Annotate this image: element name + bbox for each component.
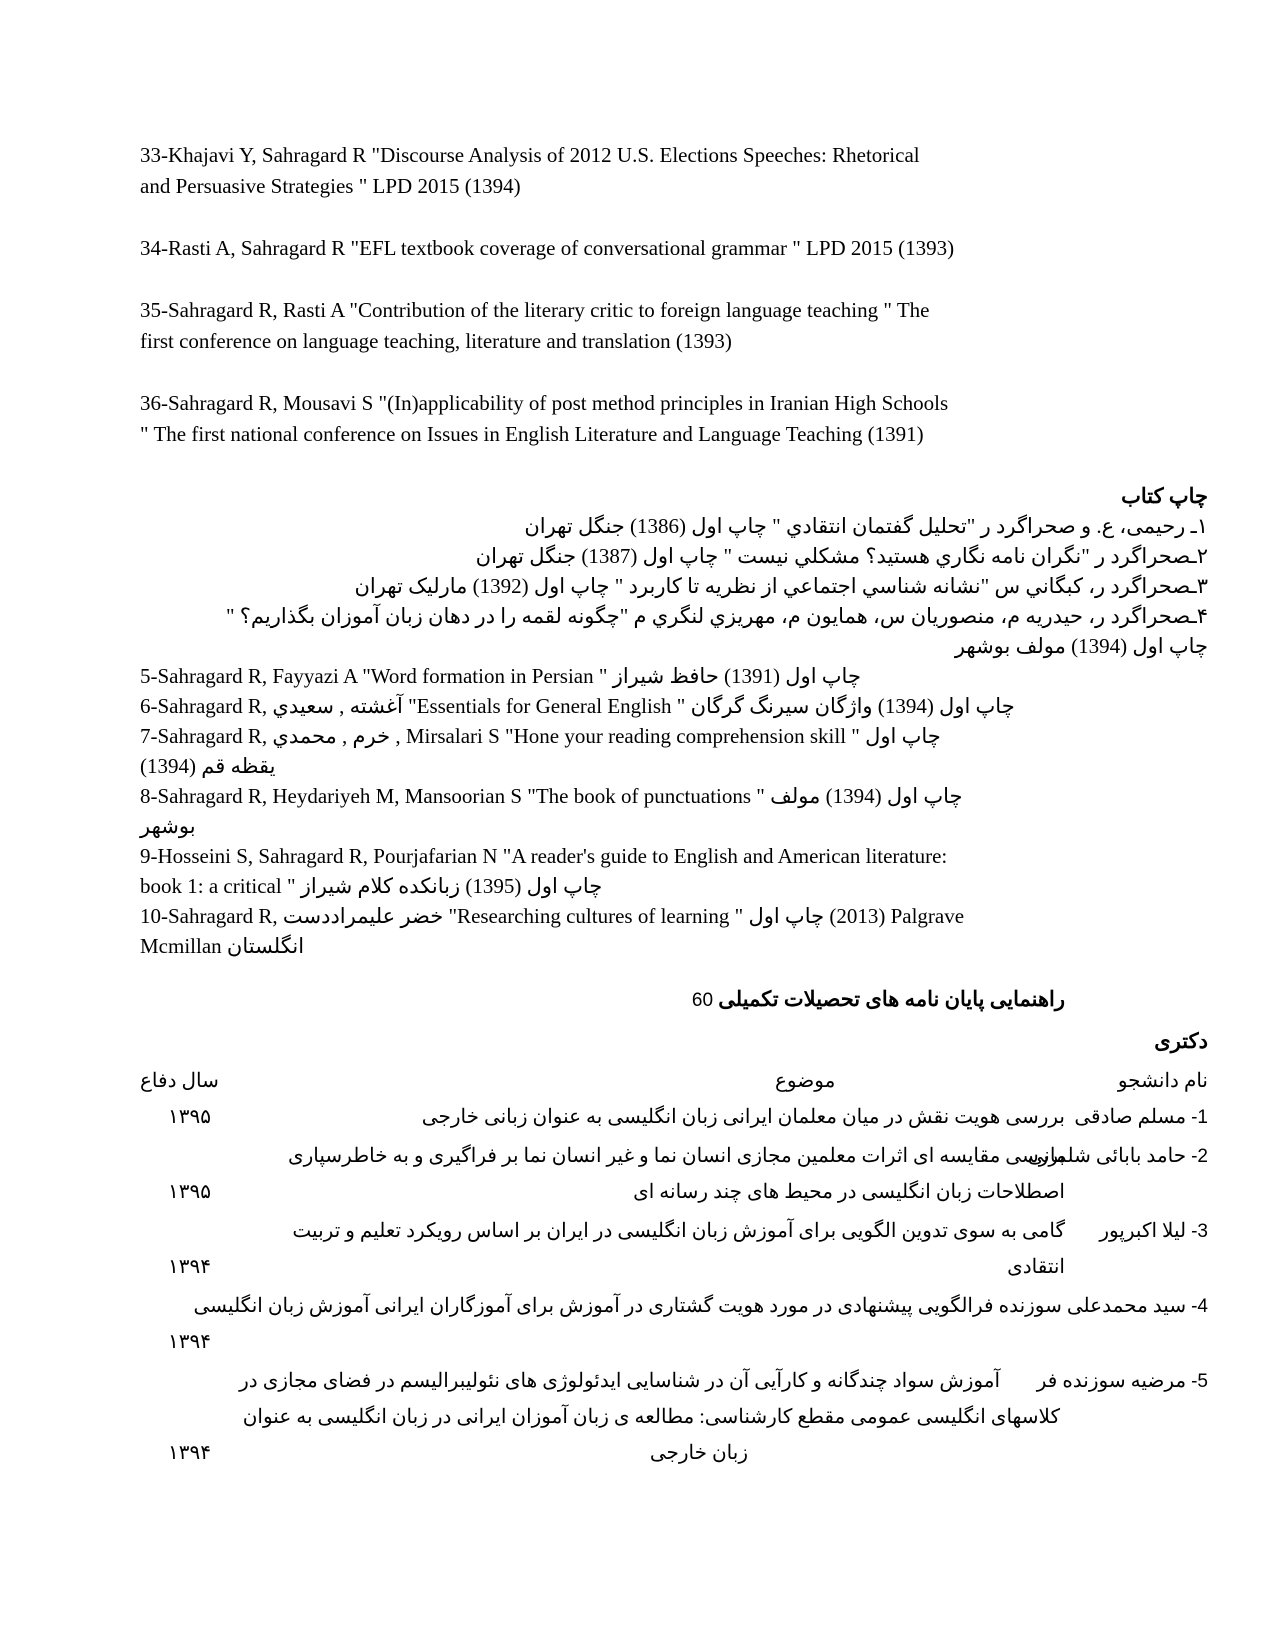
thesis-student-name <box>1037 1363 1208 1400</box>
thesis-row-number: 3- <box>1191 1221 1208 1242</box>
book-entry-line: (1394) یقظه قم <box>140 754 276 778</box>
thesis-row-line <box>140 1099 1208 1135</box>
publication-line: 36-Sahragard R, Mousavi S "(In)applicability of post method principles in Iranian High Schools <box>140 391 949 415</box>
thesis-year: ۱۳۹۵ <box>168 1106 211 1128</box>
thesis-row-number: 4- <box>1191 1296 1208 1317</box>
column-header-subject: موضوع <box>775 1070 836 1092</box>
publication-line: 33-Khajavi Y, Sahragard R "Discourse Analysis of 2012 U.S. Elections Speeches: Rhetorical <box>140 143 920 167</box>
thesis-student-name <box>1099 1213 1208 1250</box>
thesis-row-number: 1- <box>1191 1107 1208 1128</box>
book-entry-line: 6-Sahragard R, آغشته , سعيدي "Essentials for General English " چاپ اول (1394) واژگان سیرنگ گرگان <box>140 694 1015 718</box>
thesis-row-line <box>140 1363 1208 1399</box>
book-section-title: چاپ کتاب <box>1121 484 1208 508</box>
thesis-year: ۱۳۹۴ <box>168 1256 211 1278</box>
book-entry-line: 8-Sahragard R, Heydariyeh M, Mansoorian S "The book of punctuations " چاپ اول (1394) مولف <box>140 784 963 808</box>
thesis-row-line <box>140 1399 1208 1435</box>
book-entry-line: 10-Sahragard R, خضر علیمراددست "Researching cultures of learning " چاپ اول ‎(2013) Palgrave <box>140 904 965 928</box>
thesis-row-line <box>140 1249 1208 1285</box>
thesis-student-name-text: لیلا اکبرپور <box>1099 1220 1187 1242</box>
thesis-year: ۱۳۹۴ <box>168 1331 211 1353</box>
english-publications-section <box>140 140 1208 450</box>
book-entry-line: ۱ـ رحیمی، ع. و صحراگرد ر "تحلیل گفتمان انتقادي " چاپ اول (1386) جنگل تهران <box>524 514 1208 538</box>
book-entry-line: بوشهر <box>140 814 196 838</box>
thesis-row-line <box>140 1174 1208 1210</box>
thesis-subject: انتقادی <box>1007 1256 1065 1278</box>
thesis-row-line <box>140 1138 1208 1174</box>
thesis-subject: کلاسهای انگلیسی عمومی مقطع کارشناسی: مطالعه ی زبان آموزان ایرانی در زبان انگلیسی به عنوان <box>242 1406 1060 1428</box>
thesis-row-number: 5- <box>1191 1371 1208 1392</box>
book-entry-line: ۳ـصحراگرد ر، کبگاني س "نشانه شناسي اجتماعي از نظریه تا کاربرد " چاپ اول (1392) مارلیک تهران <box>354 574 1208 598</box>
theses-title-count: 60 <box>691 990 714 1011</box>
thesis-subject: زبان خارجی <box>649 1442 748 1464</box>
thesis-row-line <box>140 1435 1208 1471</box>
thesis-row-line <box>140 1213 1208 1249</box>
publication-line: 34-Rasti A, Sahragard R "EFL textbook coverage of conversational grammar " LPD 2015 (1393) <box>140 236 955 260</box>
thesis-subject: آموزش سواد چندگانه و کارآیی آن در شناسایی ایدئولوژی های نئولیبرالیسم در فضای مجازی در <box>239 1370 1000 1392</box>
phd-subheader: دکتری <box>1154 1029 1208 1053</box>
book-entry-line: Mcmillan انگلستان <box>140 934 305 958</box>
theses-title-text: راهنمایی پایان نامه های تحصیلات تکمیلی <box>718 987 1065 1011</box>
column-header-defense-year: سال دفاع <box>140 1070 219 1092</box>
book-entry-line: 5-Sahragard R, Fayyazi A "Word formation in Persian " چاپ اول (1391) حافظ شیراز <box>140 664 861 688</box>
book-entry-line: book 1: a critical " چاپ اول (1395) زبانکده کلام شیراز <box>140 874 603 898</box>
publication-entry-33 <box>140 140 1208 202</box>
thesis-student-name <box>1074 1099 1208 1136</box>
thesis-row-5 <box>140 1363 1208 1471</box>
thesis-student-name <box>1028 1138 1208 1175</box>
thesis-year: ۱۳۹۴ <box>168 1442 211 1464</box>
thesis-name-and-subject <box>194 1288 1208 1325</box>
thesis-subject: بررسی مقایسه ای اثرات معلمین مجازی انسان نما و غیر انسان نما بر فراگیری و به خاطرسپاری <box>287 1145 1065 1167</box>
theses-section <box>140 981 1208 1471</box>
book-entry-line: 9-Hosseini S, Sahragard R, Pourjafarian N "A reader's guide to English and American literature: <box>140 844 948 868</box>
thesis-row-4 <box>140 1288 1208 1360</box>
thesis-student-name-text: حامد بابائی شلمانی <box>1027 1145 1187 1167</box>
thesis-table-header-row <box>140 1063 1208 1099</box>
thesis-subject: گامی به سوی تدوین الگویی برای آموزش زبان انگلیسی در ایران بر اساس رویکرد تعلیم و تربیت <box>292 1220 1065 1242</box>
thesis-subject: اصطلاحات زبان انگلیسی در محیط های چند رسانه ای <box>633 1181 1065 1203</box>
thesis-subject: بررسی هویت نقش در میان معلمان ایرانی زبان انگلیسی به عنوان زبانی خارجی <box>421 1106 1065 1128</box>
book-entry-line: ۴ـصحراگرد ر، حیدریه م، منصوریان س، همایون م، مهریزي لنگري م "چگونه لقمه را در دهان زبان آموزان بگذاریم؟ " <box>225 604 1208 628</box>
thesis-row-1 <box>140 1099 1208 1135</box>
theses-section-title <box>140 981 1065 1017</box>
book-entry-line: 7-Sahragard R, خرم , محمدي , Mirsalari S "Hone your reading comprehension skill " چاپ اول <box>140 724 941 748</box>
thesis-row-3 <box>140 1213 1208 1285</box>
thesis-year: ۱۳۹۵ <box>168 1181 211 1203</box>
thesis-row-2 <box>140 1138 1208 1210</box>
book-publications-section <box>140 481 1208 961</box>
publication-entry-36 <box>140 388 1208 450</box>
publication-entry-35 <box>140 295 1208 357</box>
publication-line: and Persuasive Strategies " LPD 2015 (1394) <box>140 174 521 198</box>
book-entry-line: چاپ اول (1394) مولف بوشهر <box>954 634 1208 658</box>
publication-line: first conference on language teaching, literature and translation (1393) <box>140 329 732 353</box>
publication-entry-34 <box>140 233 1208 264</box>
thesis-row-number: 2- <box>1191 1146 1208 1167</box>
thesis-student-name-text: مرضیه سوزنده فر <box>1036 1370 1187 1392</box>
thesis-student-name-text: مسلم صادقی <box>1074 1106 1187 1128</box>
thesis-subject: الگویی پیشنهادی در مورد هویت گشتاری در آموزش برای آموزگاران ایرانی آموزش زبان انگلیسی <box>193 1295 973 1317</box>
column-header-student-name: نام دانشجو <box>1117 1070 1208 1092</box>
thesis-row-line <box>140 1324 1208 1360</box>
book-entry-line: ۲ـصحراگرد ر "نگران نامه نگاري هستید؟ مشکلي نیست " چاپ اول (1387) جنگل تهران <box>475 544 1208 568</box>
publication-line: " The first national conference on Issues in English Literature and Language Teaching (1391) <box>140 422 924 446</box>
thesis-student-name-text: سید محمدعلی سوزنده فر <box>973 1295 1187 1317</box>
thesis-row-line <box>140 1288 1208 1324</box>
publication-line: 35-Sahragard R, Rasti A "Contribution of the literary critic to foreign language teaching " The <box>140 298 930 322</box>
